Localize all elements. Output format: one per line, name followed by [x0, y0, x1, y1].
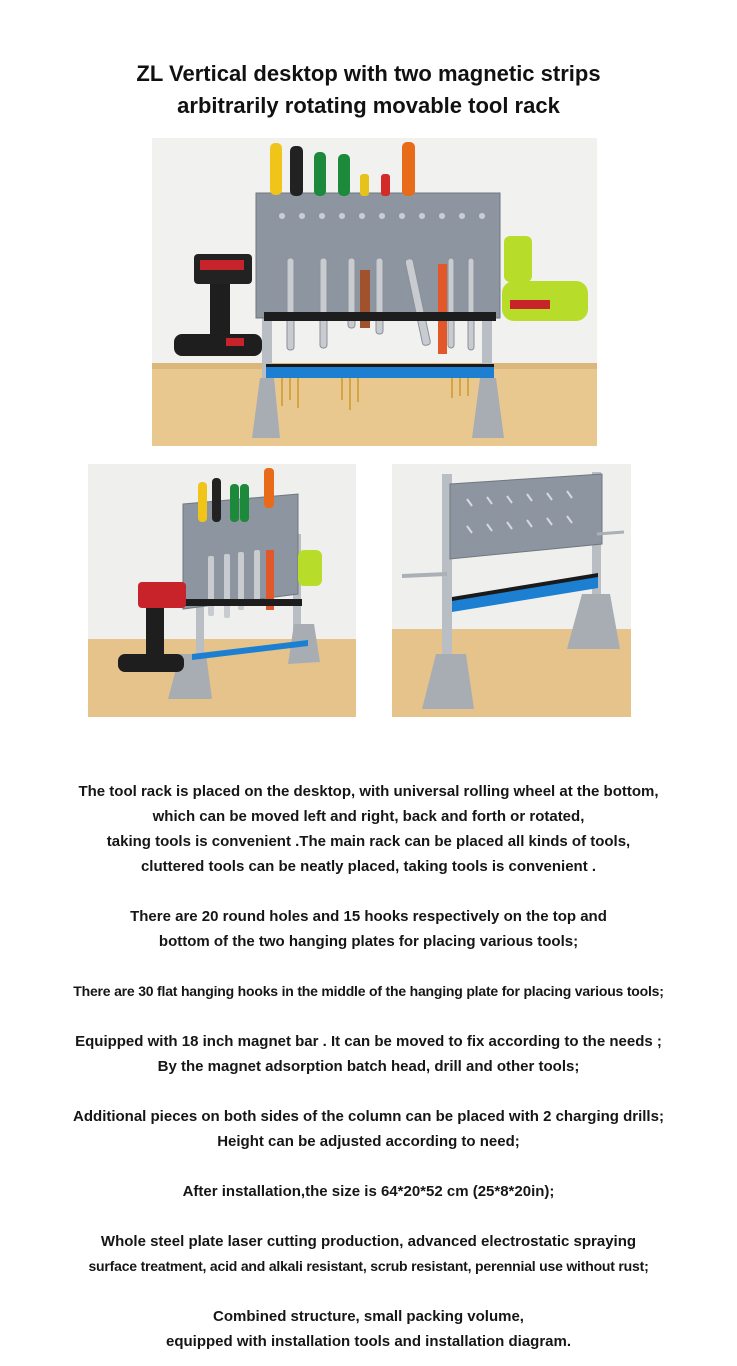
description-paragraph-1	[0, 779, 737, 879]
description-paragraph-6	[0, 1179, 737, 1204]
description-paragraph-4	[0, 1029, 737, 1079]
description-paragraph-3	[0, 979, 737, 1004]
page-title-line-1: ZL Vertical desktop with two magnetic strips	[136, 61, 601, 86]
product-photo-right	[392, 464, 631, 717]
text-line: cluttered tools can be neatly placed, taking tools is convenient .	[140, 858, 597, 875]
text-line: By the magnet adsorption batch head, drill and other tools;	[157, 1058, 580, 1075]
text-line: There are 20 round holes and 15 hooks respectively on the top and	[130, 908, 607, 925]
product-photo-main	[152, 138, 597, 446]
text-line: The tool rack is placed on the desktop, with universal rolling wheel at the bottom,	[78, 783, 659, 800]
text-line: equipped with installation tools and installation diagram.	[165, 1333, 572, 1350]
product-photo-left	[88, 464, 356, 717]
text-line: There are 30 flat hanging hooks in the middle of the hanging plate for placing various tools;	[73, 983, 664, 999]
text-line: Additional pieces on both sides of the column can be placed with 2 charging drills;	[73, 1108, 664, 1125]
description-paragraph-7	[0, 1229, 737, 1279]
text-line: Combined structure, small packing volume,	[213, 1308, 524, 1325]
text-line: bottom of the two hanging plates for placing various tools;	[158, 933, 579, 950]
text-line: After installation,the size is 64*20*52 cm (25*8*20in);	[182, 1183, 555, 1200]
text-line: surface treatment, acid and alkali resistant, scrub resistant, perennial use without rust;	[88, 1258, 649, 1274]
page-title-line-2: arbitrarily rotating movable tool rack	[177, 93, 560, 118]
description-paragraph-5	[0, 1104, 737, 1154]
text-line: Equipped with 18 inch magnet bar . It can be moved to fix according to the needs ;	[75, 1033, 662, 1050]
text-line: which can be moved left and right, back and forth or rotated,	[152, 808, 585, 825]
text-line: Height can be adjusted according to need;	[217, 1133, 520, 1150]
description-paragraph-8	[0, 1304, 737, 1354]
text-line: taking tools is convenient .The main rack can be placed all kinds of tools,	[106, 833, 631, 850]
text-line: Whole steel plate laser cutting production, advanced electrostatic spraying	[100, 1233, 637, 1250]
description-paragraph-2	[0, 904, 737, 954]
